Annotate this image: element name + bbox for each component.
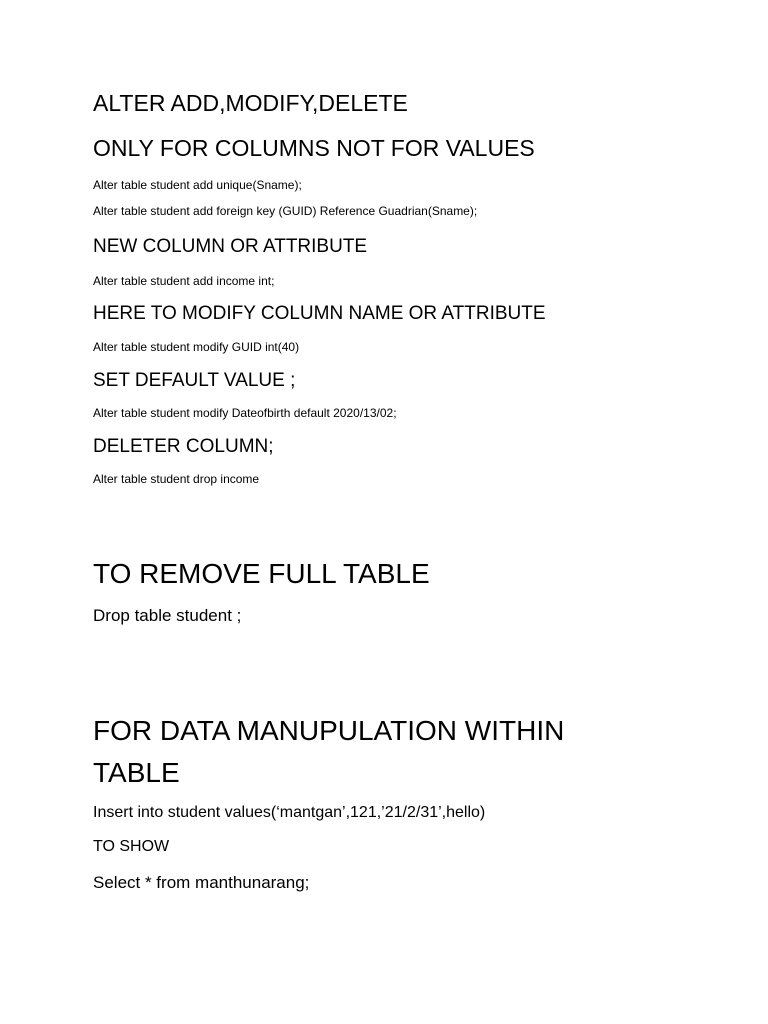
sql-insert-values: Insert into student values(‘mantgan’,121,’21/2/31’,hello) xyxy=(93,804,486,821)
heading-modify-column: HERE TO MODIFY COLUMN NAME OR ATTRIBUTE xyxy=(93,303,546,324)
sql-drop-income: Alter table student drop income xyxy=(93,472,260,486)
heading-set-default: SET DEFAULT VALUE ; xyxy=(93,370,296,391)
sql-modify-dateofbirth: Alter table student modify Dateofbirth default 2020/13/02; xyxy=(93,406,397,420)
heading-only-for-columns: ONLY FOR COLUMNS NOT FOR VALUES xyxy=(93,135,535,161)
heading-remove-full-table: TO REMOVE FULL TABLE xyxy=(93,558,430,589)
sql-add-foreign-key: Alter table student add foreign key (GUID) Reference Guadrian(Sname); xyxy=(93,204,478,218)
heading-delete-column: DELETER COLUMN; xyxy=(93,436,274,457)
heading-alter-add-modify-delete: ALTER ADD,MODIFY,DELETE xyxy=(93,90,408,116)
heading-data-manipulation: FOR DATA MANUPULATION WITHIN TABLE xyxy=(93,715,565,788)
sql-add-unique: Alter table student add unique(Sname); xyxy=(93,178,302,192)
heading-new-column: NEW COLUMN OR ATTRIBUTE xyxy=(93,236,368,257)
sql-drop-table: Drop table student ; xyxy=(93,606,242,625)
heading-to-show: TO SHOW xyxy=(93,838,170,855)
sql-add-income: Alter table student add income int; xyxy=(93,274,275,288)
sql-select-all: Select * from manthunarang; xyxy=(93,873,310,892)
sql-modify-guid: Alter table student modify GUID int(40) xyxy=(93,340,300,354)
